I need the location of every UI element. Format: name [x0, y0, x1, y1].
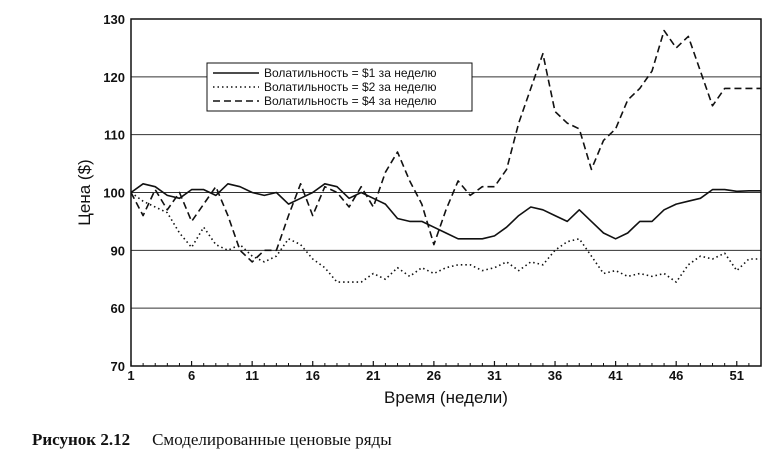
x-tick-label: 1 — [127, 368, 135, 383]
x-axis-label: Время (недели) — [384, 388, 508, 407]
x-tick-label: 41 — [608, 368, 623, 383]
figure-caption — [32, 430, 392, 450]
x-tick-label: 31 — [487, 368, 502, 383]
legend-label-vol-4: Волатильность = $4 за неделю — [264, 94, 437, 108]
y-axis-ticks — [103, 12, 125, 374]
x-tick-label: 21 — [366, 368, 381, 383]
y-tick-label: 70 — [110, 359, 125, 374]
x-tick-label: 36 — [547, 368, 563, 383]
x-axis-ticks — [127, 361, 761, 383]
x-tick-label: 51 — [729, 368, 745, 383]
legend-label-vol-2: Волатильность = $2 за неделю — [264, 80, 437, 94]
legend-label-vol-1: Волатильность = $1 за неделю — [264, 66, 437, 80]
y-tick-label: 90 — [110, 243, 125, 259]
x-tick-label: 26 — [426, 368, 442, 383]
y-tick-label: 130 — [103, 12, 125, 27]
series-line-dotted — [131, 193, 761, 283]
y-tick-label: 110 — [104, 127, 125, 143]
figure-number: Рисунок 2.12 — [32, 430, 131, 449]
x-tick-label: 16 — [305, 368, 320, 383]
x-tick-label: 46 — [668, 368, 684, 383]
y-axis-label: Цена ($) — [75, 159, 94, 226]
y-tick-label: 60 — [110, 301, 125, 317]
x-tick-label: 6 — [187, 368, 196, 383]
grid-lines — [131, 77, 761, 308]
y-tick-label: 100 — [103, 185, 125, 201]
legend — [207, 63, 472, 111]
x-tick-label: 11 — [245, 368, 260, 383]
y-tick-label: 120 — [103, 69, 125, 85]
figure-caption-text: Смоделированные ценовые ряды — [152, 430, 392, 449]
